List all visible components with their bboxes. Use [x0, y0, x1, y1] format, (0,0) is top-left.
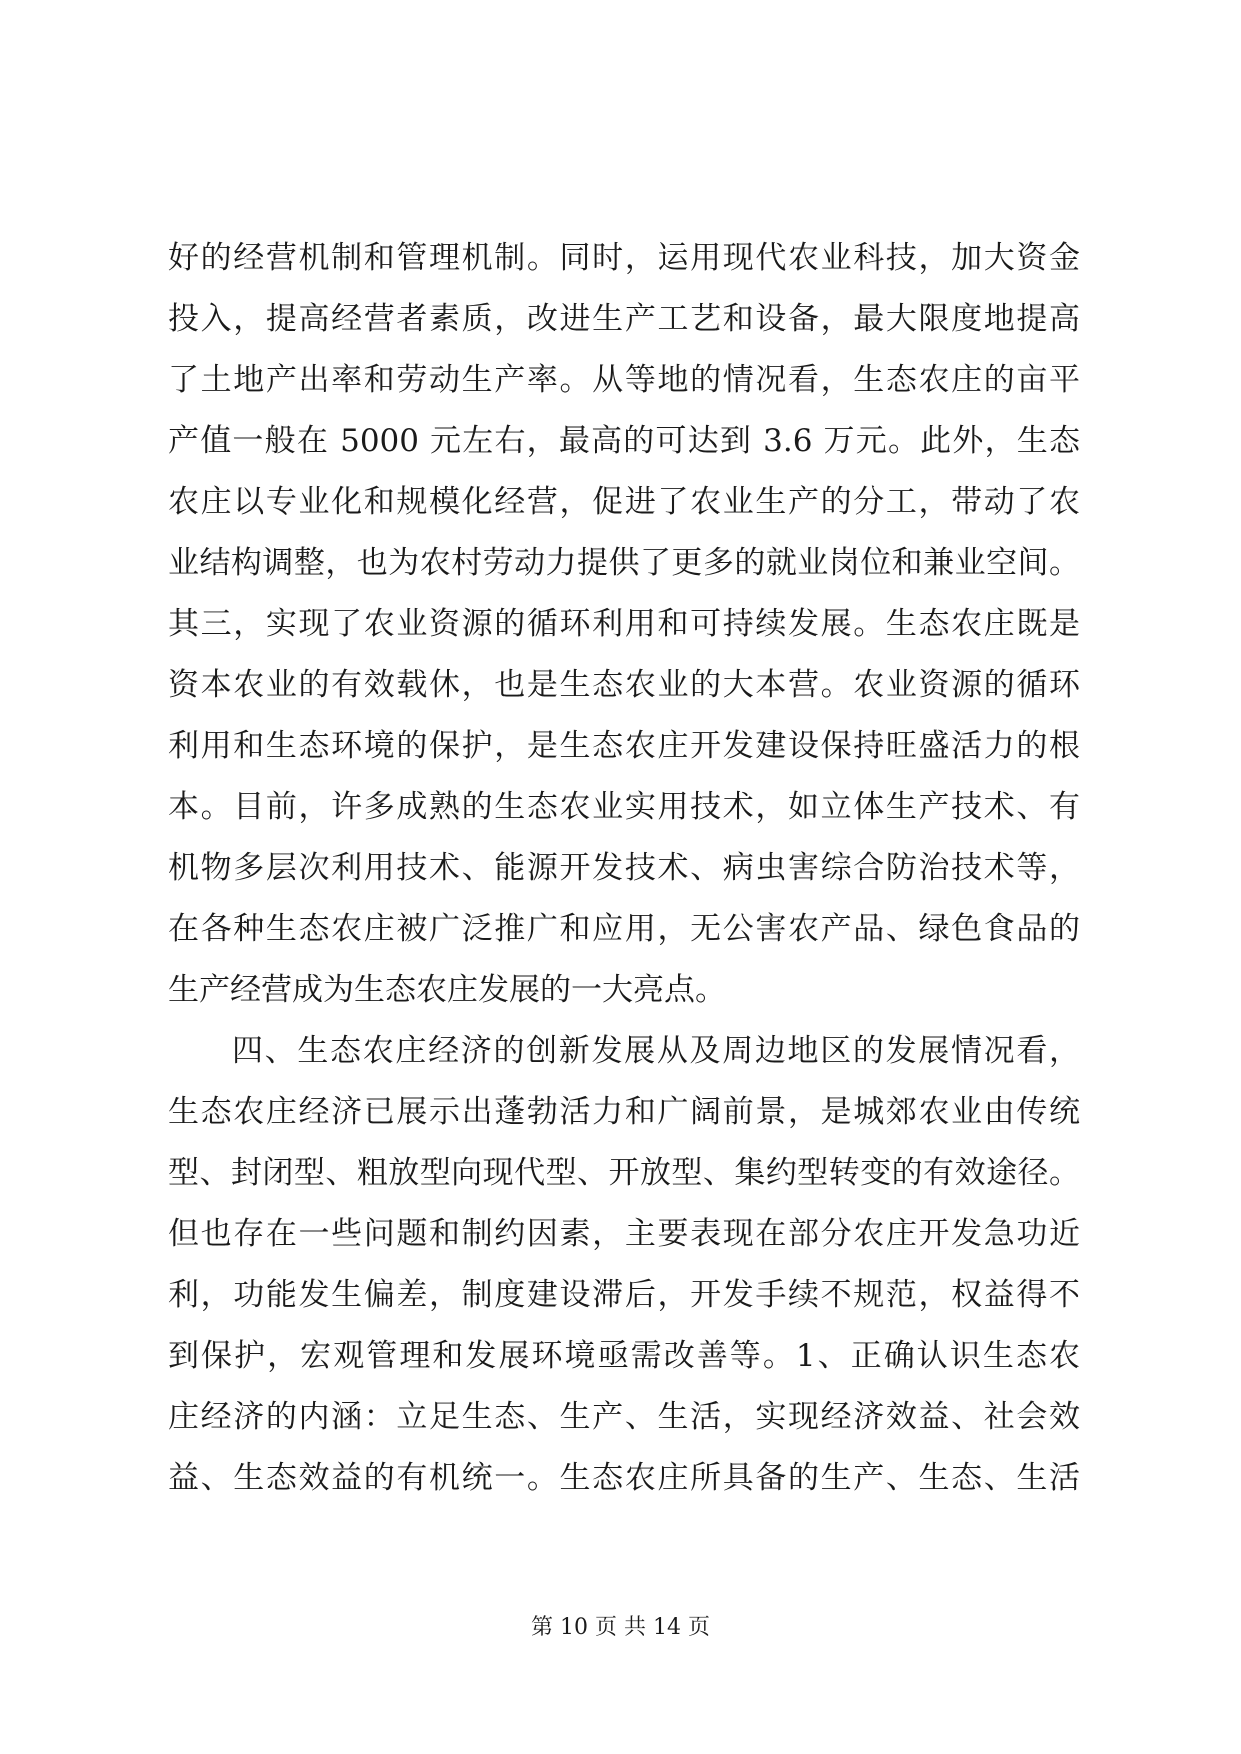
- text-line: 到保护，宏观管理和发展环境亟需改善等。1、正确认识生态农: [168, 1338, 1080, 1374]
- text-line: 利用和生态环境的保护，是生态农庄开发建设保持旺盛活力的根: [168, 728, 1080, 764]
- text-line-paragraph-end: 生产经营成为生态农庄发展的一大亮点。: [168, 972, 726, 1008]
- text-line: 利，功能发生偏差，制度建设滞后，开发手续不规范，权益得不: [168, 1277, 1080, 1313]
- text-line: 资本农业的有效载休，也是生态农业的大本营。农业资源的循环: [168, 667, 1080, 703]
- document-body: [168, 228, 1080, 1509]
- text-line: 型、封闭型、粗放型向现代型、开放型、集约型转变的有效途径。: [168, 1155, 1080, 1191]
- text-line-paragraph-start: 四、生态农庄经济的创新发展从及周边地区的发展情况看，: [232, 1033, 1080, 1069]
- text-line: 机物多层次利用技术、能源开发技术、病虫害综合防治技术等，: [168, 850, 1080, 886]
- text-line: 农庄以专业化和规模化经营，促进了农业生产的分工，带动了农: [168, 484, 1080, 520]
- text-line: 庄经济的内涵：立足生态、生产、生活，实现经济效益、社会效: [168, 1399, 1080, 1435]
- text-line: 了土地产出率和劳动生产率。从等地的情况看，生态农庄的亩平: [168, 362, 1080, 398]
- text-line: 其三，实现了农业资源的循环利用和可持续发展。生态农庄既是: [168, 606, 1080, 642]
- page-number-footer: 第 10 页 共 14 页: [531, 1615, 710, 1640]
- text-line: 但也存在一些问题和制约因素，主要表现在部分农庄开发急功近: [168, 1216, 1080, 1252]
- text-line: 本。目前，许多成熟的生态农业实用技术，如立体生产技术、有: [168, 789, 1080, 825]
- text-line: 业结构调整，也为农村劳动力提供了更多的就业岗位和兼业空间。: [168, 545, 1080, 581]
- text-line: 产值一般在 5000 元左右，最高的可达到 3.6 万元。此外，生态: [168, 423, 1080, 459]
- text-line: 生态农庄经济已展示出蓬勃活力和广阔前景，是城郊农业由传统: [168, 1094, 1080, 1130]
- text-line: 益、生态效益的有机统一。生态农庄所具备的生产、生态、生活: [168, 1460, 1080, 1496]
- text-line: 在各种生态农庄被广泛推广和应用，无公害农产品、绿色食品的: [168, 911, 1080, 947]
- text-line: 好的经营机制和管理机制。同时，运用现代农业科技，加大资金: [168, 240, 1080, 276]
- text-line: 投入，提高经营者素质，改进生产工艺和设备，最大限度地提高: [168, 301, 1080, 337]
